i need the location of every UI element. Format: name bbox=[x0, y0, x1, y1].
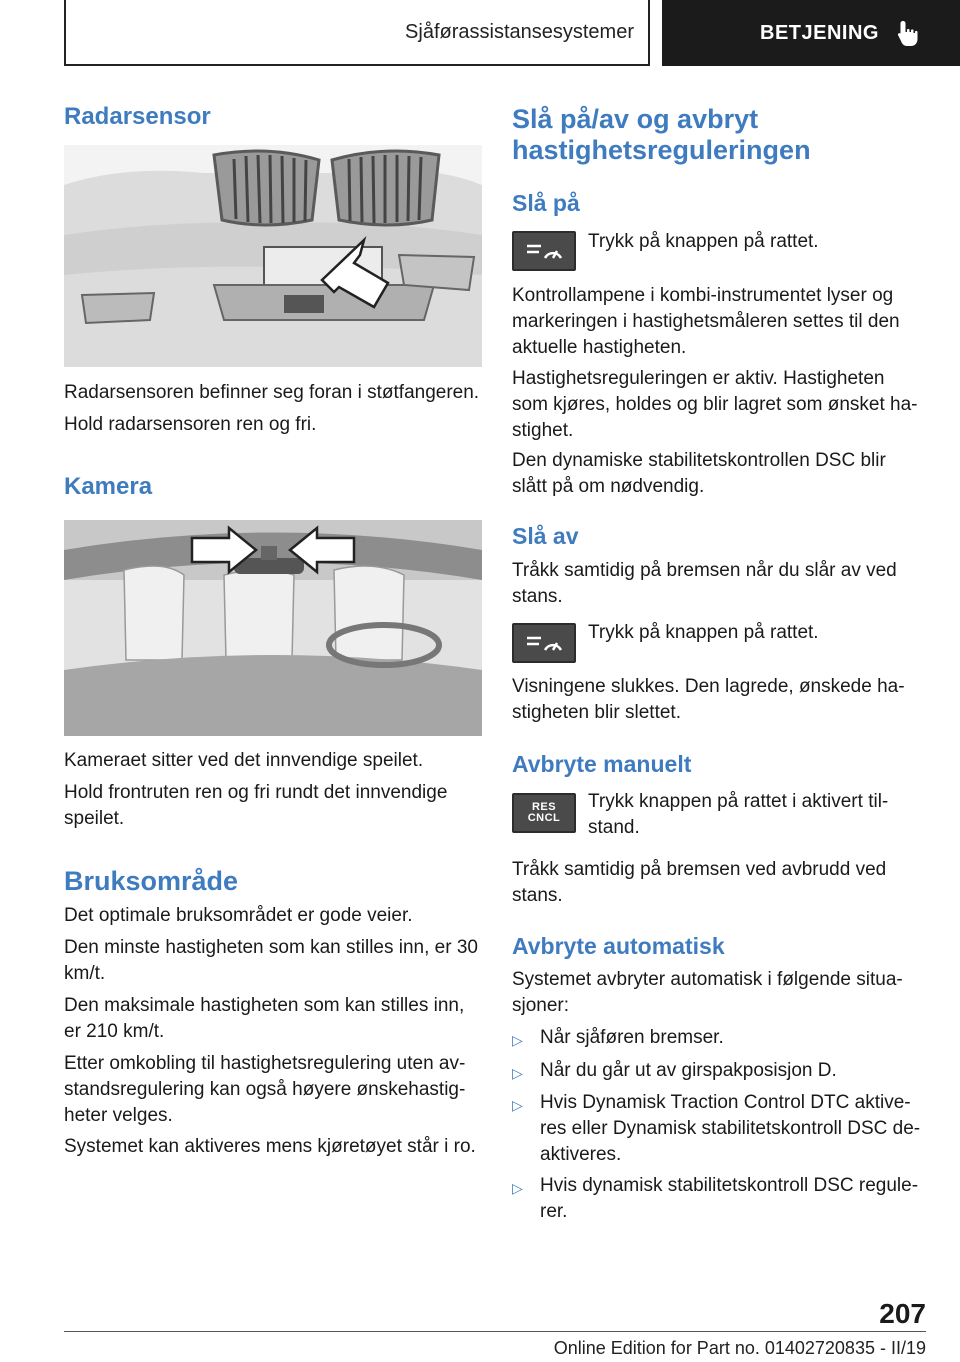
list-item: ▷ Når du går ut av girspakposisjon D. bbox=[512, 1058, 924, 1086]
radar-paragraph-1: Radarsensoren befinner seg foran i støtfangeren. bbox=[64, 382, 480, 403]
car-interior-image bbox=[64, 520, 482, 736]
usage-paragraph-5: Systemet kan aktiveres mens kjøretøyet står i ro. bbox=[64, 1136, 476, 1157]
auto-heading: Avbryte automatisk bbox=[512, 933, 725, 959]
usage-paragraph-4: Etter omkobling til hastighetsregulering uten avstandsregulering kan også høyere ønskehastigheter velges. bbox=[64, 1053, 466, 1126]
camera-illustration bbox=[64, 520, 482, 736]
main-heading: Slå på/av og avbryt hastighetsreguleringen bbox=[512, 104, 811, 165]
footer-divider bbox=[64, 1331, 926, 1332]
camera-paragraph-1: Kameraet sitter ved det innvendige speilet. bbox=[64, 750, 424, 771]
res-cncl-label: RES CNCL bbox=[527, 801, 561, 824]
on-button-text: Trykk på knappen på rattet. bbox=[588, 231, 819, 252]
on-heading: Slå på bbox=[512, 190, 580, 216]
chapter-title: Sjåførassistansesystemer bbox=[405, 20, 634, 43]
triangle-bullet-icon: ▷ bbox=[512, 1065, 523, 1081]
section-title: BETJENING bbox=[760, 21, 879, 44]
cruise-control-icon bbox=[521, 238, 567, 264]
triangle-bullet-icon: ▷ bbox=[512, 1097, 523, 1113]
manual-paragraph-1: Tråkk samtidig på bremsen ved avbrudd ved stans. bbox=[512, 859, 887, 906]
manual-heading: Avbryte manuelt bbox=[512, 751, 692, 777]
footer-edition: Online Edition for Part no. 01402720835 - II/19 bbox=[553, 1338, 926, 1358]
on-paragraph-2: Hastighetsreguleringen er aktiv. Hastigheten som kjøres, holdes og blir lagret som ønsket hastighet. bbox=[512, 368, 918, 441]
list-item: ▷ Når sjåføren bremser. bbox=[512, 1025, 924, 1053]
auto-paragraph-1: Systemet avbryter automatisk i følgende situasjoner: bbox=[512, 969, 903, 1016]
radar-paragraph-2: Hold radarsensoren ren og fri. bbox=[64, 414, 317, 435]
off-button-text: Trykk på knappen på rattet. bbox=[588, 622, 819, 643]
on-paragraph-1: Kontrollampene i kombi-instrumentet lyser og markeringen i hastighetsmåleren settes til den aktuelle hastigheten. bbox=[512, 285, 900, 358]
header-section bbox=[662, 0, 960, 66]
manual-button-text: Trykk knappen på rattet i aktivert tilstand. bbox=[588, 791, 889, 838]
res-cncl-button-image bbox=[512, 793, 576, 833]
camera-heading: Kamera bbox=[64, 473, 153, 500]
triangle-bullet-icon: ▷ bbox=[512, 1180, 523, 1196]
radar-sensor-illustration bbox=[64, 145, 482, 367]
usage-paragraph-3: Den maksimale hastigheten som kan stilles inn, er 210 km/t. bbox=[64, 995, 465, 1042]
list-item: ▷ Hvis Dynamisk Traction Control DTC aktiveres eller Dynamisk stabilitetskontroll DSC deaktiveres. bbox=[512, 1090, 924, 1168]
off-paragraph-2: Visningene slukkes. Den lagrede, ønskede hastigheten blir slettet. bbox=[512, 676, 905, 723]
usage-paragraph-1: Det optimale bruksområdet er gode veier. bbox=[64, 905, 413, 926]
usage-heading: Bruksområde bbox=[64, 866, 239, 896]
cruise-control-icon bbox=[521, 630, 567, 656]
page-number: 207 bbox=[879, 1298, 926, 1329]
off-paragraph-1: Tråkk samtidig på bremsen når du slår av ved stans. bbox=[512, 560, 897, 607]
camera-paragraph-2: Hold frontruten ren og fri rundt det innvendige speilet. bbox=[64, 782, 448, 829]
list-item: ▷ Hvis dynamisk stabilitetskontroll DSC regulerer. bbox=[512, 1173, 924, 1225]
off-heading: Slå av bbox=[512, 523, 579, 549]
cruise-control-button-image bbox=[512, 231, 576, 271]
on-paragraph-3: Den dynamiske stabilitetskontrollen DSC blir slått på om nødvendig. bbox=[512, 450, 886, 497]
header-chapter bbox=[64, 0, 650, 66]
triangle-bullet-icon: ▷ bbox=[512, 1032, 523, 1048]
pointing-hand-icon bbox=[893, 18, 923, 48]
radar-heading: Radarsensor bbox=[64, 103, 211, 130]
car-front-bumper-image bbox=[64, 145, 482, 367]
cruise-control-button-image-2 bbox=[512, 623, 576, 663]
usage-paragraph-2: Den minste hastigheten som kan stilles inn, er 30 km/t. bbox=[64, 937, 478, 984]
